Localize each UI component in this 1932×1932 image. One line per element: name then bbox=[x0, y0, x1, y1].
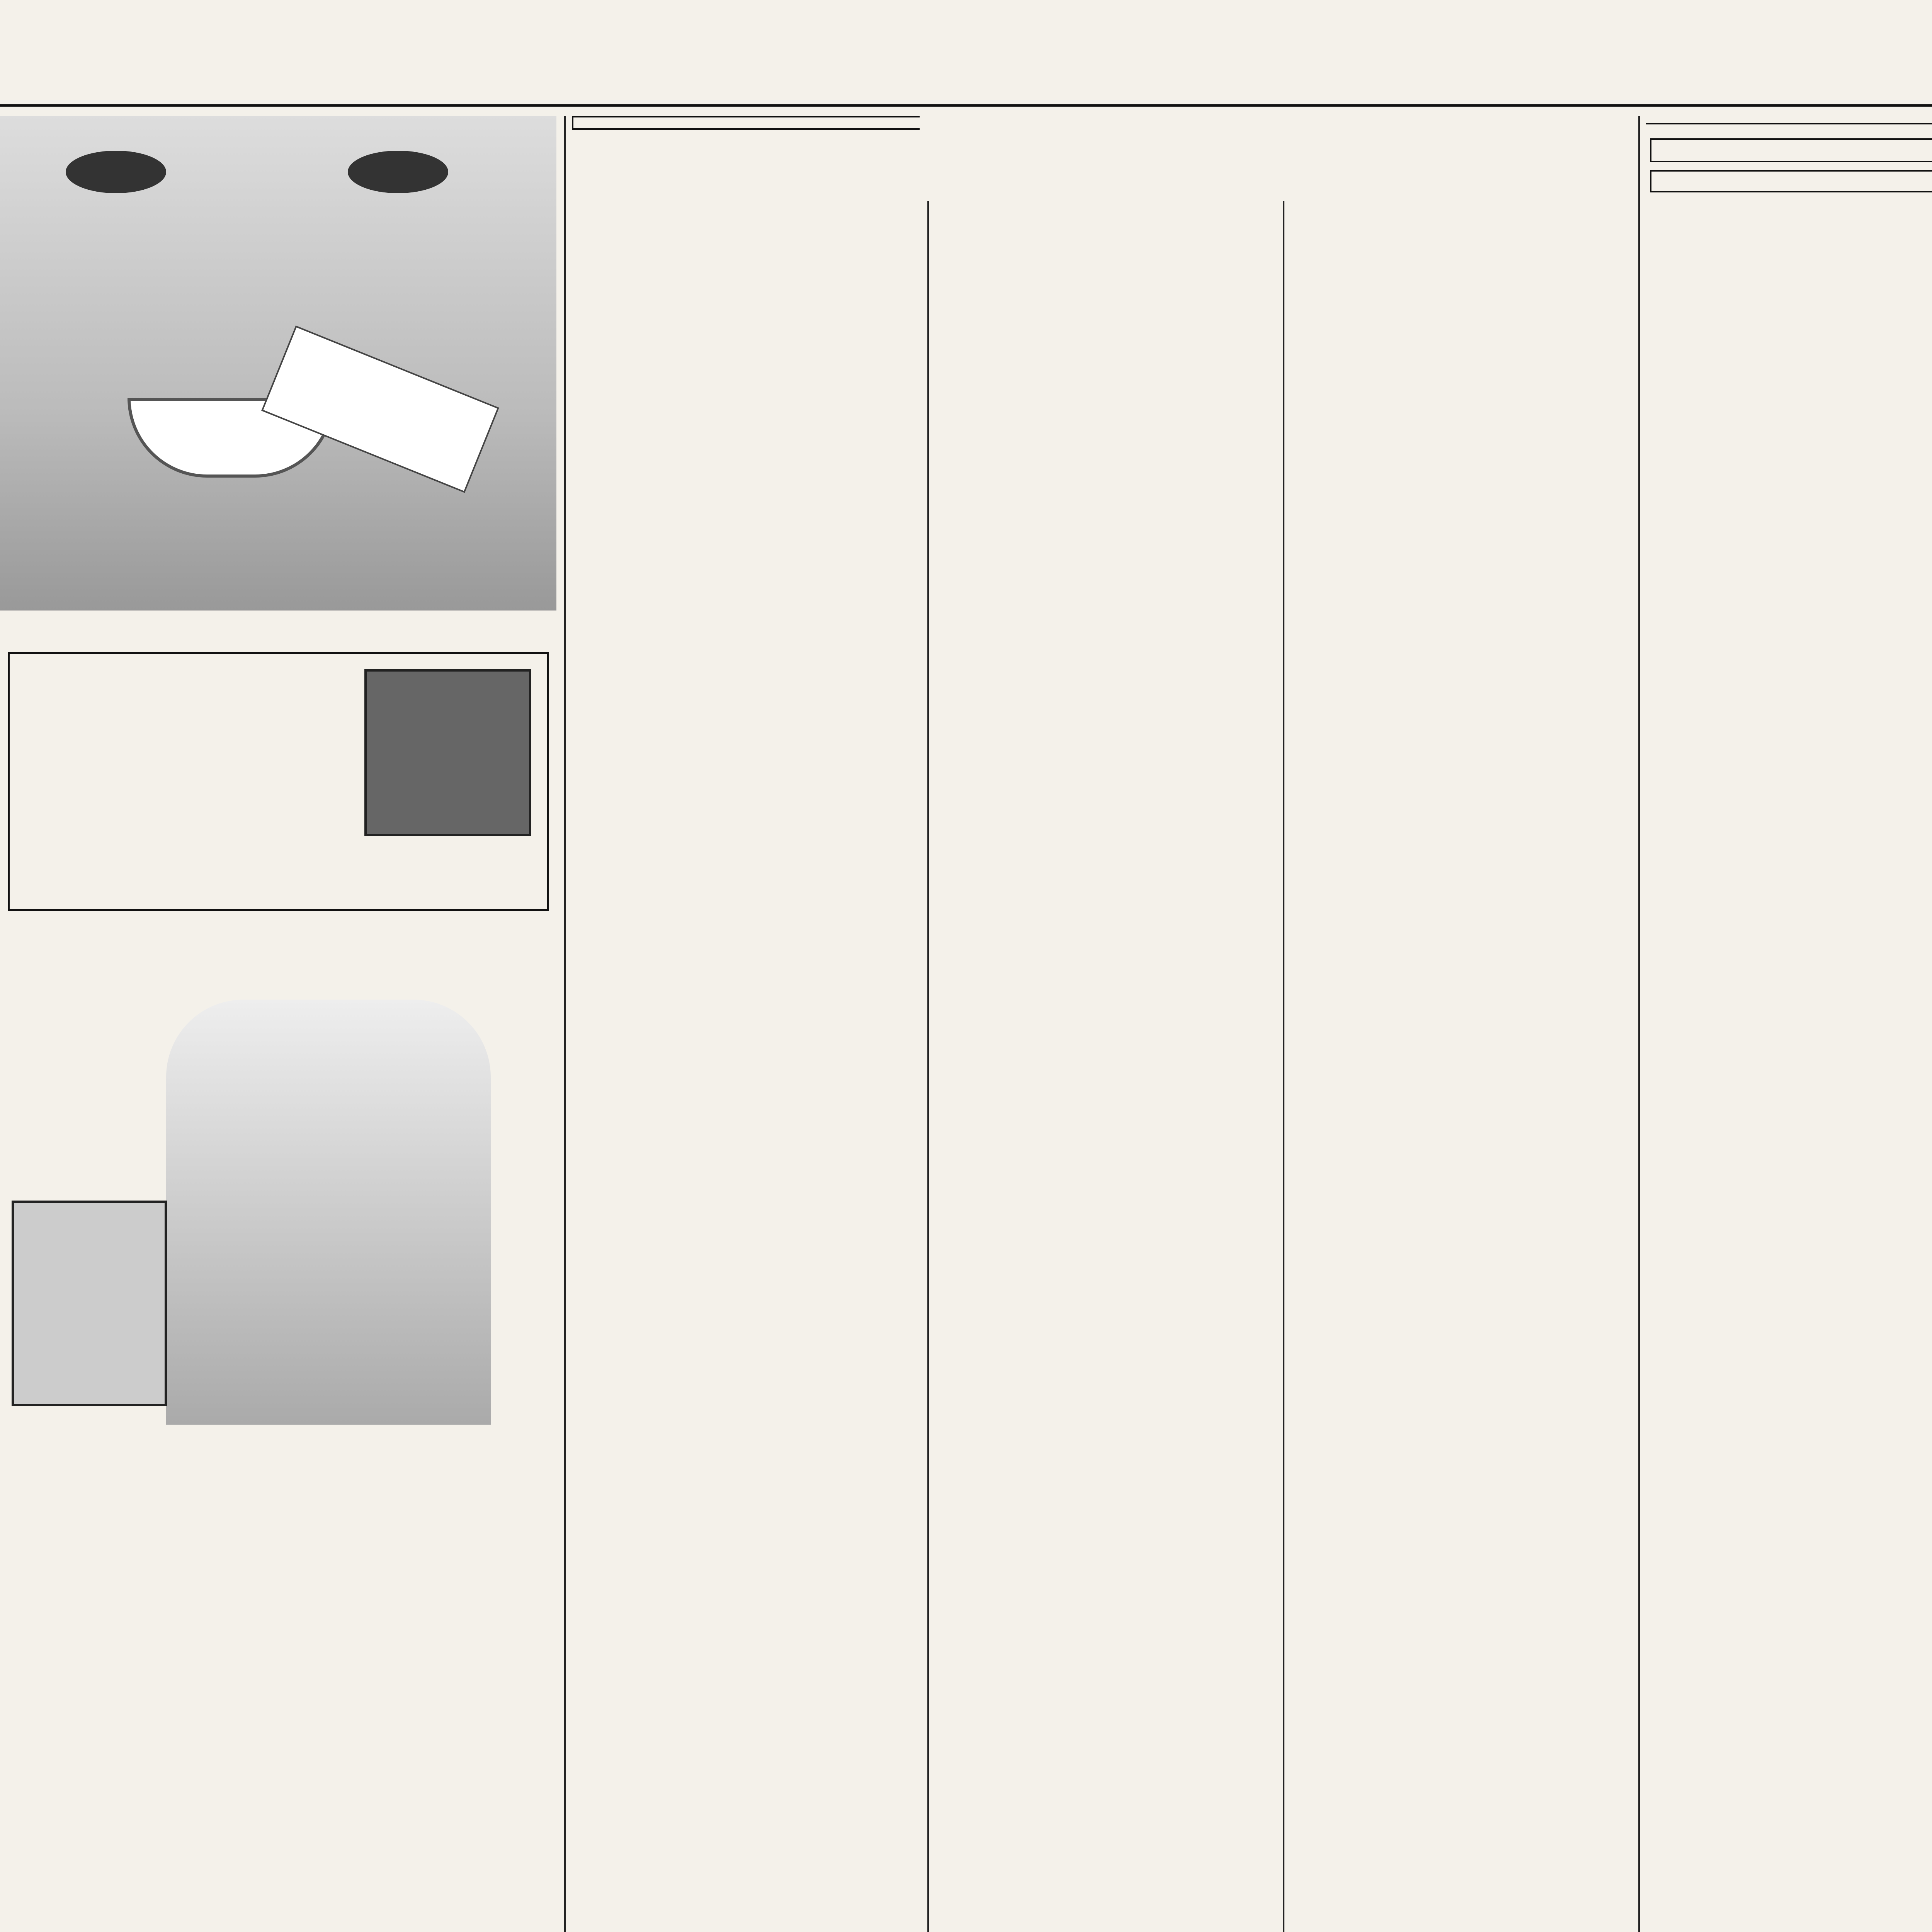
column-rule bbox=[1283, 201, 1284, 1932]
topics-column-2 bbox=[935, 201, 1275, 1932]
kolynos-face-illustration bbox=[0, 116, 556, 611]
masthead bbox=[0, 0, 1932, 100]
highlander-text bbox=[0, 1425, 556, 1446]
kolynos-body bbox=[0, 638, 556, 640]
column-rule bbox=[564, 116, 566, 1932]
frigidaire-ad bbox=[8, 652, 549, 911]
children-illustration bbox=[166, 1000, 491, 1425]
topics-column-1 bbox=[572, 116, 920, 1932]
right-column-rule bbox=[1638, 116, 1640, 1932]
tagline-2 bbox=[371, 415, 378, 432]
right-eye bbox=[348, 151, 448, 193]
column-rule bbox=[927, 201, 929, 1932]
purebreath-ad bbox=[1650, 170, 1932, 192]
refrigerator-illustration bbox=[364, 669, 531, 836]
highlander-illustration bbox=[0, 922, 556, 1425]
left-eye bbox=[66, 151, 166, 193]
masthead-rule bbox=[0, 104, 1932, 107]
business-title bbox=[1646, 123, 1932, 131]
highlander-footer-row bbox=[0, 1454, 556, 1469]
topics-column-3 bbox=[1291, 216, 1631, 1932]
milk-tin bbox=[12, 1201, 167, 1406]
tagline-card bbox=[261, 325, 499, 493]
topics-header-box bbox=[572, 116, 920, 130]
tagline-1 bbox=[380, 386, 389, 409]
left-ad-column bbox=[0, 116, 556, 1932]
kolynos-headline bbox=[0, 611, 556, 634]
maxine-ad bbox=[1650, 138, 1932, 162]
topics-column-4 bbox=[1646, 116, 1932, 1932]
